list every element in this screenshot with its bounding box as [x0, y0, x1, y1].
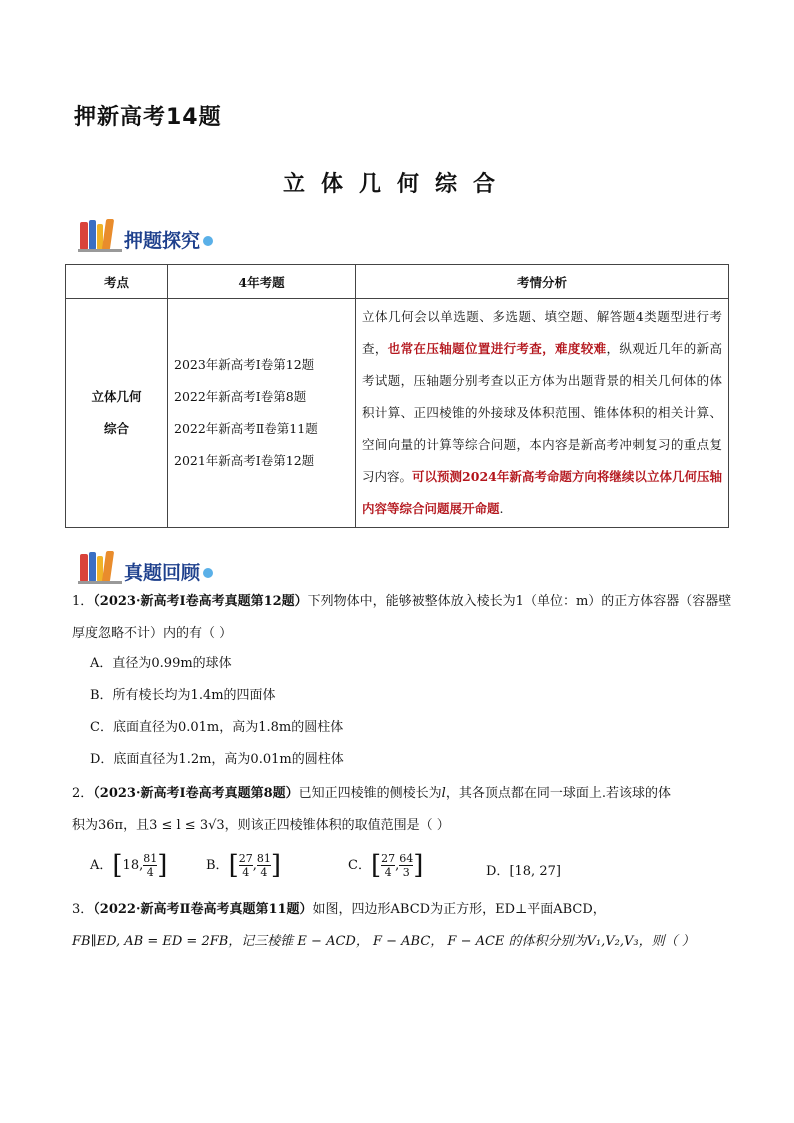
question-3: 3．（2022·新高考Ⅱ卷高考真题第11题）如图，四边形ABCD为正方形，ED⊥平面ABCD， FB∥ED, AB = ED = 2FB，记三棱锥 E − ACD， F − ABC， F − ACE 的体积分别为V₁,V₂,V₃，则（ ） — [72, 902, 695, 949]
section-title-probe: 押题探究 — [124, 230, 201, 252]
q1-option-b: B．所有棱长均为1.4m的四面体 — [90, 688, 276, 703]
q2-option-d: D．[18, 27] — [486, 864, 561, 879]
books-icon — [78, 550, 122, 584]
table-row — [66, 299, 729, 528]
header-analysis: 考情分析 — [356, 265, 729, 299]
q2-option-b: B．[ $\frac{27}{4}$ , $\frac{81}{4}$ ] — [206, 850, 282, 881]
analysis-cell: 立体几何会以单选题、多选题、填空题、解答题4类题型进行考查，也常在压轴题位置进行考查，难度较难，纵观近几年的新高考试题，压轴题分别考查以正方体为出题背景的相关几何体的体积计算、正四棱锥的外接球及体积范围、锥体体积的相关计算、空间向量的计算等综合问题，本内容是新高考冲刺复习的重点复习内容。可以预测2024年新高考命题方向将继续以立体几何压轴内容等综合问题展开命题. — [356, 299, 729, 528]
q1-option-c: C．底面直径为0.01m，高为1.8m的圆柱体 — [90, 720, 344, 735]
question-1: 1．（2023·新高考Ⅰ卷高考真题第12题）下列物体中，能够被整体放入棱长为1（单位：m）的正方体容器（容器壁厚度忽略不计）内的有（ ） — [72, 594, 732, 641]
topic-cell: 立体几何 综合 — [66, 299, 168, 528]
header-topic: 考点 — [66, 265, 168, 299]
header-years: 4年考题 — [168, 265, 356, 299]
page-subtitle: 立体几何综合 — [282, 172, 511, 197]
years-cell: 2023年新高考Ⅰ卷第12题 2022年新高考Ⅰ卷第8题 2022年新高考Ⅱ卷第11题 2021年新高考Ⅰ卷第12题 — [168, 299, 356, 528]
section-header-probe — [78, 212, 213, 252]
q1-option-d: D．底面直径为1.2m，高为0.01m的圆柱体 — [90, 752, 344, 767]
dot-icon — [203, 236, 213, 246]
section-header-review — [78, 544, 213, 584]
books-icon — [78, 218, 122, 252]
table-header-row — [66, 265, 729, 299]
section-title-review: 真题回顾 — [124, 562, 201, 584]
question-2: 2．（2023·新高考Ⅰ卷高考真题第8题）已知正四棱锥的侧棱长为l，其各顶点都在同一球面上.若该球的体 积为36π，且3 ≤ l ≤ 3√3，则该正四棱锥体积的取值范围是（ ） — [72, 786, 671, 833]
analysis-table — [65, 264, 729, 528]
page-title: 押新高考14题 — [74, 105, 222, 130]
q2-option-c: C．[ $\frac{27}{4}$ , $\frac{64}{3}$ ] — [348, 850, 424, 881]
q2-option-a: A．[18, $\frac{81}{4}$ ] — [90, 850, 168, 881]
q1-option-a: A．直径为0.99m的球体 — [90, 656, 232, 671]
dot-icon — [203, 568, 213, 578]
